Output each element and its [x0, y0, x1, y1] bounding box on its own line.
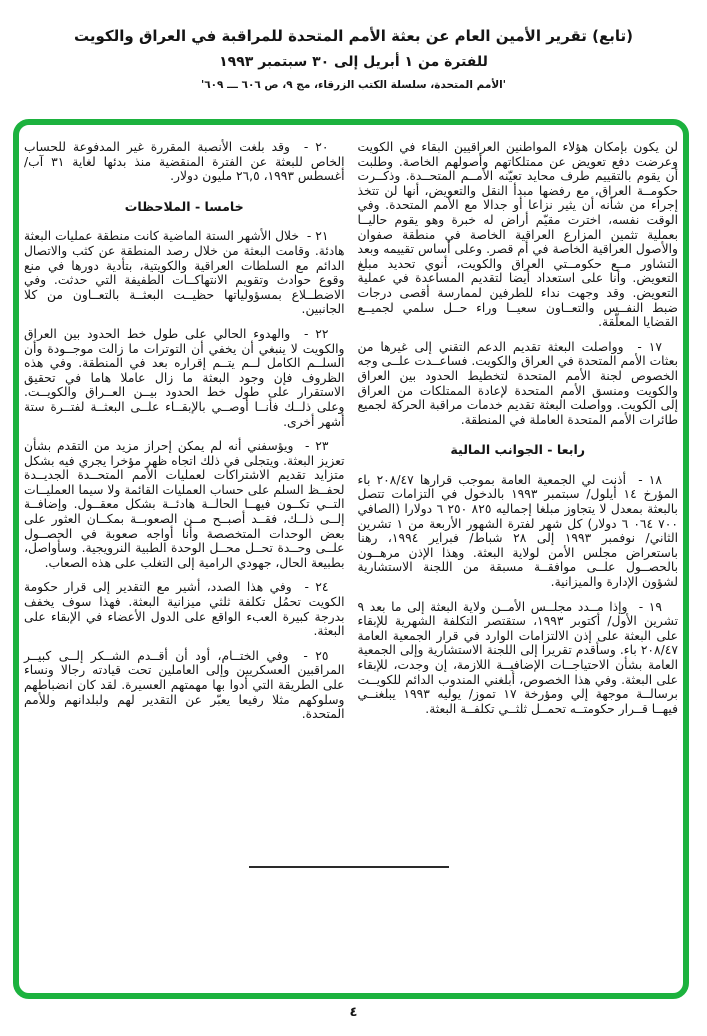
paragraph-18: ١٨ - أذنت لي الجمعية العامة بموجب قرارها ٢٠٨/٤٧ باء المؤرخ ١٤ أيلول/ سبتمبر ١٩٩٣ بالدخول في التزامات تتصل بالبعثة بمعدل لا يتجاوز مبلغا إجماليه ٨٢٥ ٢٥٠ ٦ دولارا (الصافي ٧٠٠ ٠٦٤ ٦ دولار) كل شهر لفترة الشهور الأربعة من ١ تشرين الثاني/ نوفمبر ١٩٩٣ إلى ٢٨ شباط/ فبراير ١٩٩٤، رهنا باستعراض مجلس الأمن لولاية البعثة. وهذا الإذن مرهــون بالحصــول علــى موافقــة مسبقة من اللجنة الاستشارية لشؤون الإدارة والميزانية. — [357, 472, 678, 590]
column-right — [358, 140, 679, 983]
page-number: ٤ — [349, 1005, 358, 1020]
paragraph-24: ٢٤ - وفي هذا الصدد، أشير مع التقدير إلى قرار حكومة الكويت تحمُل تكلفة ثلثي ميزانية البعثة. فهذا سوف يخفف بدرجة كبيرة العبء الواقع على الدول الأعضاء في الإبقاء على البعثة. — [24, 580, 345, 639]
footnote-separator-rule — [249, 866, 449, 868]
paragraph-17: ١٧ - وواصلت البعثة تقديم الدعم التقني إلى غيرها من بعثات الأمم المتحدة في العراق والكويت. فساعــدت علــى وجه الخصوص لجنة الأمم المتحدة لتخطيط الحدود بين العراق والكويت ومنسق الأمم المتحدة لإعادة الممتلكات من العراق إلى الكويت. وواصلت البعثة تقديم خدمات مراقبة الحركة لجميع طائرات الأمم المتحدة العاملة في المنطقة. — [357, 339, 678, 427]
column-left — [24, 140, 345, 983]
source-citation-line: 'الأمم المتحدة، سلسلة الكتب الزرقاء، مج ٩، ص ٦٠٦ ـــ ٦٠٩' — [201, 79, 506, 92]
report-title-line2: للفترة من ١ أبريل إلى ٣٠ سبتمبر ١٩٩٣ — [219, 54, 488, 71]
paragraph-19: ١٩ - وإذا مــدد مجلــس الأمــن ولاية البعثة إلى ما بعد ٩ تشرين الأول/ أكتوبر ١٩٩٣، ستقتصر التكلفة الشهرية للإبقاء على البعثة على إذن الالتزامات الوارد في قرار الجمعية العامة ٢٠٨/٤٧ باء. وسأقدم تقريرا إلى اللجنة الاستشارية وإلى الجمعية العامة بشأن الاحتياجــات الإضافيــة اللازمة، إن وجدت، للإبقاء على البعثة. وفي هذا الخصوص، أبلغني المندوب الدائم للكويــت برسالــة موجهة إلي ومؤرخة ١٧ تموز/ يوليه ١٩٩٣ يبلغنــي فيهــا قــرار حكومتــه تحمــل ثلثــي تكلفــة البعثة. — [357, 599, 678, 716]
paragraph-25: ٢٥ - وفي الختــام، أود أن أقــدم الشــكر إلــى كبيــر المراقبين العسكريين وإلى العاملين تحت قيادته رجالا ونساء على الطريقة التي أدوا بها مهمتهم العسيرة. لقد كان انضباطهم وسلوكهم مثلا رفيعا يعبّر عن التقدير لهم ولبلدانهم وللأمم المتحدة. — [24, 648, 345, 722]
paragraph-23: ٢٣ - ويؤسفني أنه لم يمكن إحراز مزيد من التقدم بشأن تعزيز البعثة. ويتجلى في ذلك اتجاه ظهر مؤخرا يجري فيه بشكل متزايد تقديم الاشتراكات لعمليات الأمم المتحــدة الجديــدة لحفــظ السلم على حساب العمليات القائمة ولا سيما العمليــات التــي تكــون فيهــا الحالــة هادئــة بشكل معقــول. وإضافــة إلــى ذلــك، فقــد أصبــح مــن الصعوبــة بمكــان العثور على بعض الوحدات المتخصصة وأنا أواجه صعوبة في الحصــول علــى وحــدة تحــل محــل الوحدة الطبية النرويجية. وسأواصل، بطبيعة الحال، جهودي الرامية إلى التغلب على هذه الصعاب. — [24, 439, 345, 570]
page-header — [0, 26, 707, 91]
paragraph-20: ٢٠ - وقد بلغت الأنصبة المقررة غير المدفوعة للحساب الخاص للبعثة عن الفترة المنقضية منذ بدئها لغاية ٣١ آب/ أغسطس ١٩٩٣، ٢٦,٥ مليون دولار. — [24, 140, 345, 184]
section-heading-observations: خامسا - الملاحظات — [124, 198, 244, 214]
paragraph-22: ٢٢ - والهدوء الحالي على طول خط الحدود بين العراق والكويت لا ينبغي أن يخفي أن التوترات ما زالت موجــودة وأن السلــم الكامل لــم يتــم إقراره بعد في المنطقة. وفي هذه الظروف فإن وجود البعثة ما زال عاملا هاما في تحقيق الاستقرار على طول خط الحدود بيــن العــراق والكويــت. وعلى ذلــك فأنــا أوصــي بالإبقــاء علــى البعثــة لفتــرة ستة أشهر أخرى. — [24, 326, 345, 429]
report-title-line1: (تابع) تقرير الأمين العام عن بعثة الأمم المتحدة للمراقبة في العراق والكويت — [74, 27, 633, 45]
continuation-paragraph: لن يكون بإمكان هؤلاء المواطنين العراقيين البقاء في الكويت وعرضت دفع تعويض عن ممتلكاتهم وأصولهم الخاصة. وطلبت أن يقوم بالتقييم طرف محايد تعيّنه الأمــم المتحــدة. وذكــرت حكومــة العراق، مع رفضها مبدأ النقل والتعويض، أنها لن تتخذ إجراء من شأنه أن يثير نزاعا أو جدالا مع الأمم المتحدة. وفي الوقت نفسه، اخترت مقيّم أراض له خبرة وهو يقوم حاليــا بعملية تثمين المزارع العراقية الخاصة في منطقة صفوان والأصول العراقية الخاصة في أم قصر. وعلى أساس تقييمه وبعد التشاور مــع حكومــتي العراق والكويت، أنوي تحديد مبلغ التعويض. وأنا على استعداد أيضا لتقديم المساعدة في عملية التعويض. وقد وجهت نداء للطرفين لممارسة أقصى درجات ضبط النفــس والتعــاون سعيــا وراء حــل سلمي لجميــع القضايا المعلّقة. — [357, 140, 678, 330]
paragraph-21: ٢١ - خلال الأشهر الستة الماضية كانت منطقة عمليات البعثة هادئة. وقامت البعثة من خلال رصد المنطقة عن كثب والاتصال الدائم مع السلطات العراقية والكويتية، بتأدية دورها في منع وقوع حوادث وتقويم الانتهاكــات الطفيفة التي حدثت. وفي الاضطــلاع بمسؤولياتها حظيــت البعثــة بالتعــاون من كلا الجانبين. — [24, 229, 345, 317]
section-heading-financial-aspects: رابعا - الجوانب المالية — [450, 442, 586, 458]
